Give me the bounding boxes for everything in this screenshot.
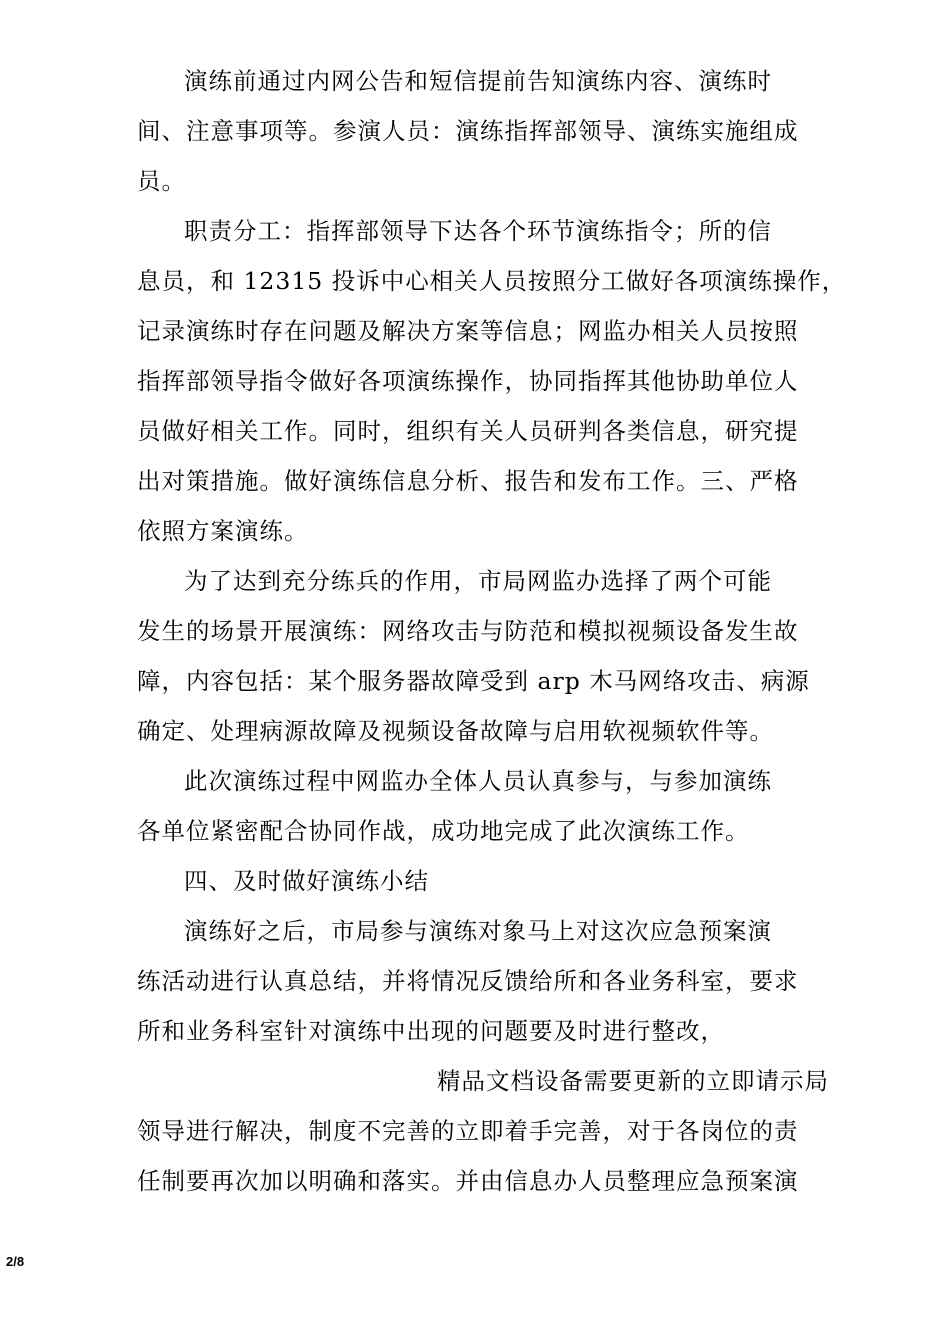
text-line: 息员，和 12315 投诉中心相关人员按照分工做好各项演练操作， bbox=[137, 267, 847, 295]
text-line: 障，内容包括：某个服务器故障受到 arp 木马网络攻击、病源 bbox=[137, 667, 810, 695]
text-line: 员做好相关工作。同时，组织有关人员研判各类信息，研究提 bbox=[137, 417, 799, 445]
document-body bbox=[137, 56, 847, 1206]
text-line: 发生的场景开展演练：网络攻击与防范和模拟视频设备发生故 bbox=[137, 617, 799, 645]
text-line: 为了达到充分练兵的作用，市局网监办选择了两个可能 bbox=[184, 567, 772, 595]
text-line: 各单位紧密配合协同作战，成功地完成了此次演练工作。 bbox=[137, 817, 750, 845]
text-line: 记录演练时存在问题及解决方案等信息；网监办相关人员按照 bbox=[137, 317, 799, 345]
text-line: 员。 bbox=[137, 167, 186, 195]
text-line: 职责分工：指挥部领导下达各个环节演练指令；所的信 bbox=[184, 217, 772, 245]
text-line: 领导进行解决，制度不完善的立即着手完善，对于各岗位的责 bbox=[137, 1117, 799, 1145]
text-line: 演练前通过内网公告和短信提前告知演练内容、演练时 bbox=[184, 67, 772, 95]
text-line: 练活动进行认真总结，并将情况反馈给所和各业务科室，要求 bbox=[137, 967, 799, 995]
text-line: 间、注意事项等。参演人员：演练指挥部领导、演练实施组成 bbox=[137, 117, 799, 145]
section-heading: 四、及时做好演练小结 bbox=[184, 867, 429, 895]
text-line-right-aligned: 精品文档设备需要更新的立即请示局 bbox=[437, 1067, 829, 1095]
text-line: 此次演练过程中网监办全体人员认真参与，与参加演练 bbox=[184, 767, 772, 795]
text-line: 指挥部领导指令做好各项演练操作，协同指挥其他协助单位人 bbox=[137, 367, 799, 395]
text-line: 所和业务科室针对演练中出现的问题要及时进行整改， bbox=[137, 1017, 725, 1045]
text-line: 依照方案演练。 bbox=[137, 517, 309, 545]
text-line: 确定、处理病源故障及视频设备故障与启用软视频软件等。 bbox=[137, 717, 774, 745]
text-line: 任制要再次加以明确和落实。并由信息办人员整理应急预案演 bbox=[137, 1167, 799, 1195]
page-number: 2/8 bbox=[6, 1254, 25, 1269]
text-line: 演练好之后，市局参与演练对象马上对这次应急预案演 bbox=[184, 917, 772, 945]
text-line: 出对策措施。做好演练信息分析、报告和发布工作。三、严格 bbox=[137, 467, 799, 495]
